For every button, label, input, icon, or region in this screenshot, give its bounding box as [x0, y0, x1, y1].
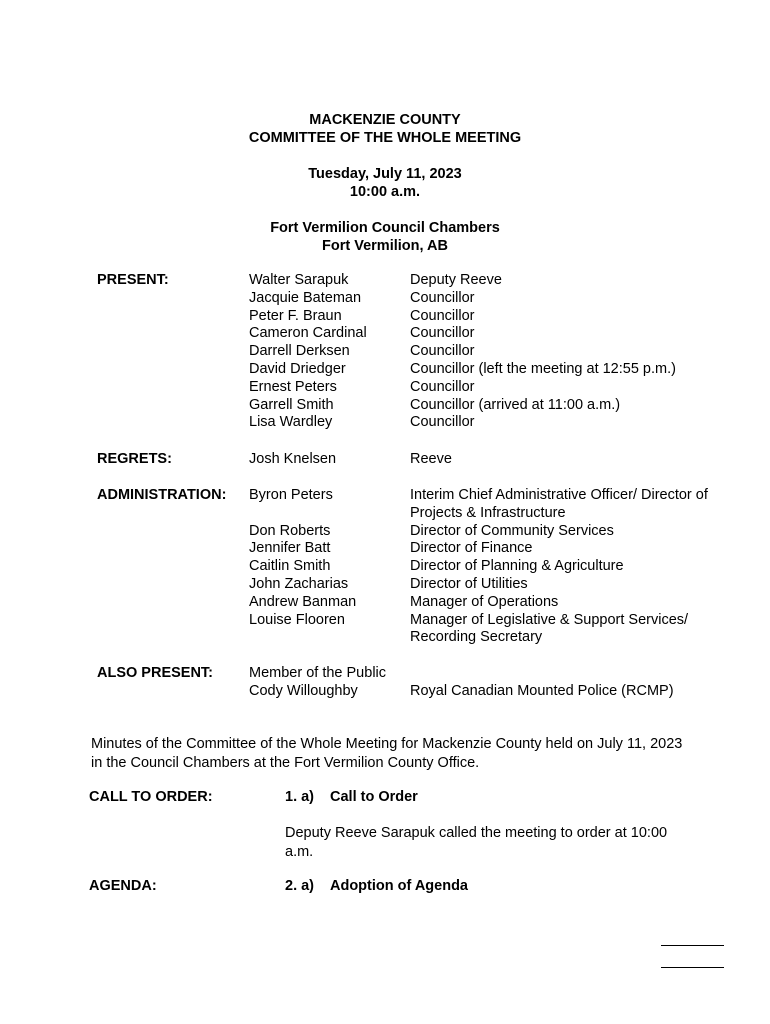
also-present-label: ALSO PRESENT:: [97, 665, 214, 681]
regrets-roles: [410, 451, 730, 469]
item-title: Call to Order: [330, 789, 418, 805]
attendee-role: Councillor: [410, 289, 475, 306]
attendee-role: Manager of Legislative & Support Services/ Recording Secretary: [410, 611, 689, 646]
regrets-label: REGRETS:: [97, 451, 172, 467]
initials-line: [661, 967, 724, 968]
attendee-role: Reeve: [410, 451, 452, 467]
item-label: AGENDA:: [89, 878, 157, 894]
attendee-name: Walter Sarapuk: [249, 272, 349, 288]
attendee-role: Manager of Operations: [410, 593, 559, 610]
item-heading: [285, 789, 418, 805]
meeting-venue: Fort Vermilion Council Chambers: [270, 220, 500, 236]
attendee-role: Director of Community Services: [410, 522, 614, 539]
attendee-name: Jacquie Bateman: [249, 289, 362, 306]
attendee-role: Councillor: [410, 343, 475, 360]
item-title: Adoption of Agenda: [330, 878, 468, 894]
present-roles: [410, 272, 730, 432]
attendee-role: Interim Chief Administrative Officer/ Director of Projects & Infrastructure: [410, 487, 708, 521]
attendee-name: Don Roberts: [249, 522, 331, 539]
administration-names: [249, 487, 356, 629]
attendee-role: Councillor: [410, 307, 475, 324]
attendee-role: Director of Finance: [410, 540, 533, 557]
attendee-role: Director of Utilities: [410, 575, 528, 592]
attendee-name: Darrell Derksen: [249, 343, 350, 360]
present-label: PRESENT:: [97, 272, 169, 288]
attendee-role: [410, 665, 730, 683]
initials-line: [661, 945, 724, 946]
attendee-name: Andrew Banman: [249, 593, 357, 610]
item-number: 2. a): [285, 878, 315, 894]
document-header: [0, 111, 770, 255]
attendee-role: Councillor (left the meeting at 12:55 p.m.): [410, 360, 676, 377]
administration-roles: [410, 487, 730, 647]
meeting-location: Fort Vermilion, AB: [322, 238, 448, 254]
attendee-name: Jennifer Batt: [249, 540, 331, 557]
attendee-name: David Driedger: [249, 360, 346, 377]
attendee-name: Louise Flooren: [249, 611, 345, 628]
meeting-date: Tuesday, July 11, 2023: [308, 166, 462, 182]
attendee-name: Lisa Wardley: [249, 414, 333, 431]
attendee-name: John Zacharias: [249, 575, 349, 592]
also-present-names: [249, 665, 386, 701]
item-body: Deputy Reeve Sarapuk called the meeting to order at 10:00 a.m.: [285, 825, 668, 860]
attendee-name: Cody Willoughby: [249, 682, 358, 699]
attendee-name: Ernest Peters: [249, 378, 337, 395]
attendee-role: Councillor (arrived at 11:00 a.m.): [410, 396, 621, 413]
attendee-name: Cameron Cardinal: [249, 325, 367, 342]
present-names: [249, 272, 367, 432]
attendee-name: Caitlin Smith: [249, 558, 331, 575]
meeting-time: 10:00 a.m.: [349, 184, 421, 200]
attendee-name: Member of the Public: [249, 665, 387, 681]
attendee-name: Byron Peters: [249, 487, 333, 503]
attendee-role: Director of Planning & Agriculture: [410, 558, 624, 575]
item-label: CALL TO ORDER:: [89, 789, 213, 805]
attendee-name: Peter F. Braun: [249, 307, 342, 324]
attendee-name: Josh Knelsen: [249, 451, 337, 467]
item-number: 1. a): [285, 789, 315, 805]
attendee-name: Garrell Smith: [249, 396, 334, 413]
county-title: MACKENZIE COUNTY: [309, 112, 461, 128]
also-present-roles: [410, 665, 730, 701]
attendee-role: Councillor: [410, 378, 475, 395]
minutes-intro: Minutes of the Committee of the Whole Meeting for Mackenzie County held on July 11, 2023 in the Council Chambers at the Fort Vermilion County Office.: [91, 736, 683, 771]
attendee-role: Councillor: [410, 414, 475, 431]
attendee-role: Councillor: [410, 325, 475, 342]
attendee-role: Royal Canadian Mounted Police (RCMP): [410, 682, 674, 699]
attendee-role: Deputy Reeve: [410, 272, 502, 288]
regrets-names: [249, 451, 336, 469]
item-heading: [285, 878, 468, 894]
meeting-title: COMMITTEE OF THE WHOLE MEETING: [248, 130, 522, 146]
administration-label: ADMINISTRATION:: [97, 487, 227, 503]
